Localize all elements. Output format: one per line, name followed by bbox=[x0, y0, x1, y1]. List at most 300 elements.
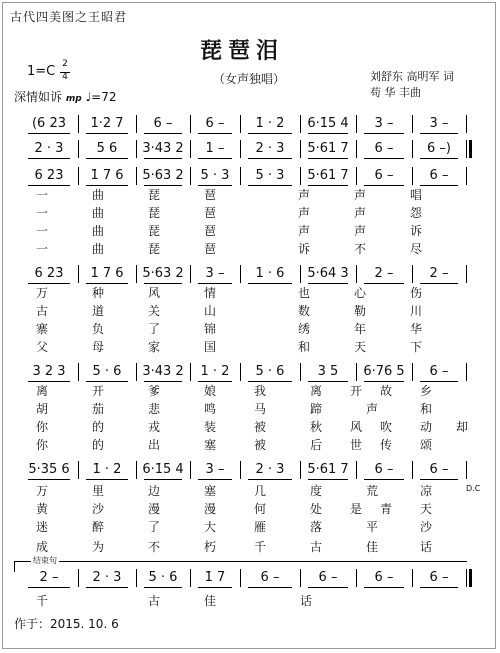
lyric-char: 度 bbox=[310, 484, 323, 498]
lyric-char: 话 bbox=[420, 540, 433, 554]
lyric-line bbox=[0, 206, 500, 220]
lyric-char: 琶 bbox=[204, 188, 217, 202]
lyric-char: 古 bbox=[310, 540, 323, 554]
dynamic-mark: mp bbox=[65, 94, 82, 104]
lyric-char: 迷 bbox=[36, 520, 49, 534]
lyric-char: 声 bbox=[366, 402, 379, 416]
lyric-char: 漫 bbox=[148, 502, 161, 516]
lyric-char: 天 bbox=[354, 340, 367, 354]
ending-label: 结束句 bbox=[33, 556, 57, 565]
measure-notes: 2 – bbox=[374, 266, 394, 281]
beam-line bbox=[198, 479, 232, 480]
barline bbox=[190, 265, 191, 283]
barline bbox=[356, 115, 357, 133]
lyric-char: 的 bbox=[92, 438, 105, 452]
lyric-char: 后 bbox=[310, 438, 323, 452]
barline bbox=[356, 167, 357, 185]
measure-notes: 3 – bbox=[374, 116, 394, 131]
measure-notes: 6 – bbox=[374, 141, 394, 156]
beam-line bbox=[364, 133, 404, 134]
lyric-char: 不 bbox=[148, 540, 161, 554]
beam-line bbox=[86, 283, 128, 284]
beam-line bbox=[86, 185, 128, 186]
barline bbox=[190, 363, 191, 381]
lyric-char: 佳 bbox=[366, 540, 379, 554]
lyric-char: 秋 bbox=[310, 420, 323, 434]
beam-line bbox=[364, 158, 404, 159]
lyric-char: 马 bbox=[254, 402, 267, 416]
lyric-char: 声 bbox=[354, 188, 367, 202]
barline bbox=[300, 363, 301, 381]
measure-notes: 6 2̇3̇ bbox=[34, 266, 64, 281]
barline bbox=[356, 461, 357, 479]
barline bbox=[190, 140, 191, 158]
barline bbox=[240, 115, 241, 133]
lyric-char: 边 bbox=[148, 484, 161, 498]
lyric-char: 琵 bbox=[148, 224, 161, 238]
lyric-char: 也 bbox=[298, 286, 311, 300]
lyric-char: 荒 bbox=[366, 484, 379, 498]
lyric-char: 吹 bbox=[380, 420, 393, 434]
lyric-char: 漫 bbox=[204, 502, 217, 516]
lyric-char: 里 bbox=[92, 484, 105, 498]
lyric-char: 落 bbox=[310, 520, 323, 534]
lyric-char: 古 bbox=[36, 304, 49, 318]
beam-line bbox=[28, 185, 70, 186]
measure-notes: 6 – bbox=[205, 116, 225, 131]
key-signature: 1=C bbox=[27, 64, 56, 79]
measure-notes: 5 · 3 bbox=[200, 168, 230, 183]
lyric-char: 和 bbox=[298, 340, 311, 354]
beam-line bbox=[420, 133, 458, 134]
barline bbox=[300, 265, 301, 283]
barline bbox=[466, 461, 467, 479]
measure-notes: 1̇ · 2̇ bbox=[92, 462, 122, 477]
barline bbox=[240, 461, 241, 479]
lyric-char: 一 bbox=[36, 242, 49, 256]
score-row bbox=[0, 116, 500, 132]
lyric-char: 被 bbox=[254, 438, 267, 452]
barline bbox=[412, 167, 413, 185]
barline bbox=[240, 265, 241, 283]
tempo-mark: ♩=72 bbox=[85, 90, 117, 104]
lyric-char: 负 bbox=[92, 322, 105, 336]
score-row bbox=[0, 266, 500, 282]
lyric-char: 琶 bbox=[204, 242, 217, 256]
beam-line bbox=[198, 158, 232, 159]
measure-notes: 5 · 6 bbox=[255, 364, 285, 379]
dc-mark: D.C bbox=[466, 484, 481, 493]
beam-line bbox=[144, 283, 182, 284]
lyric-line bbox=[0, 304, 500, 318]
score-row bbox=[0, 462, 500, 478]
beam-line bbox=[144, 133, 182, 134]
measure-notes: 1̇ · 2̇ bbox=[255, 116, 285, 131]
beam-line bbox=[144, 158, 182, 159]
beam-line bbox=[198, 185, 232, 186]
beam-line bbox=[420, 283, 458, 284]
barline bbox=[240, 167, 241, 185]
barline bbox=[136, 115, 137, 133]
measure-notes: 3 – bbox=[205, 462, 225, 477]
measure-notes: 5·63 2 bbox=[142, 266, 184, 281]
measure-notes: 1̇ 7 6 bbox=[90, 168, 124, 183]
lyric-char: 话 bbox=[300, 594, 313, 608]
measure-notes: 3 5 bbox=[317, 364, 339, 379]
measure-notes: (6 2̇3̇ bbox=[31, 116, 67, 131]
barline bbox=[78, 167, 79, 185]
beam-line bbox=[308, 283, 348, 284]
lyric-char: 父 bbox=[36, 340, 49, 354]
beam-line bbox=[420, 381, 458, 382]
lyric-char: 种 bbox=[92, 286, 105, 300]
lyric-char: 颂 bbox=[420, 438, 433, 452]
beam-line bbox=[248, 381, 292, 382]
lyric-char: 故 bbox=[380, 384, 393, 398]
lyric-char: 曲 bbox=[92, 188, 105, 202]
barline bbox=[136, 461, 137, 479]
lyric-line bbox=[0, 484, 500, 498]
lyric-char: 风 bbox=[350, 420, 363, 434]
beam-line bbox=[86, 479, 128, 480]
beam-line bbox=[248, 133, 292, 134]
measure-notes: 5·63 2 bbox=[142, 168, 184, 183]
lyric-char: 下 bbox=[410, 340, 423, 354]
barline bbox=[466, 363, 467, 381]
barline bbox=[78, 140, 79, 158]
lyric-char: 山 bbox=[204, 304, 217, 318]
lyric-char: 琵 bbox=[148, 188, 161, 202]
beam-line bbox=[248, 185, 292, 186]
lyric-char: 动 bbox=[420, 420, 433, 434]
beam-line bbox=[28, 283, 70, 284]
lyric-char: 声 bbox=[298, 188, 311, 202]
lyric-char: 天 bbox=[420, 502, 433, 516]
lyric-char: 娘 bbox=[204, 384, 217, 398]
measure-notes: 1 · 6 bbox=[255, 266, 285, 281]
beam-line bbox=[308, 479, 348, 480]
lyric-char: 处 bbox=[310, 502, 323, 516]
measure-notes: 6 – bbox=[374, 570, 394, 585]
lyric-char: 沙 bbox=[92, 502, 105, 516]
lyric-char: 声 bbox=[354, 206, 367, 220]
score-row bbox=[0, 168, 500, 184]
beam-line bbox=[308, 381, 348, 382]
lyric-char: 道 bbox=[92, 304, 105, 318]
lyric-line bbox=[0, 188, 500, 202]
measure-notes: 6 – bbox=[374, 462, 394, 477]
measure-notes: 5·35 6 bbox=[28, 462, 70, 477]
lyric-line bbox=[0, 242, 500, 256]
beam-line bbox=[28, 479, 70, 480]
lyric-char: 和 bbox=[420, 402, 433, 416]
measure-notes: 2 · 3 bbox=[92, 570, 122, 585]
lyric-line bbox=[0, 384, 500, 398]
measure-notes: 3·43 2 bbox=[142, 364, 184, 379]
beam-line bbox=[420, 185, 458, 186]
lyric-char: 国 bbox=[204, 340, 217, 354]
lyric-char: 琶 bbox=[204, 206, 217, 220]
barline bbox=[190, 167, 191, 185]
beam-line bbox=[308, 133, 348, 134]
lyric-char: 凉 bbox=[420, 484, 433, 498]
measure-notes: 6 – bbox=[429, 570, 449, 585]
measure-notes: 5·64 3 bbox=[307, 266, 349, 281]
measure-notes: 1̇ 7 6 bbox=[90, 266, 124, 281]
lyric-char: 尽 bbox=[410, 242, 423, 256]
beam-line bbox=[28, 158, 70, 159]
lyric-char: 何 bbox=[254, 502, 267, 516]
lyric-char: 平 bbox=[366, 520, 379, 534]
beam-line bbox=[364, 185, 404, 186]
barline bbox=[190, 461, 191, 479]
measure-notes: 6 2̇3̇ bbox=[34, 168, 64, 183]
barline bbox=[78, 115, 79, 133]
lyric-char: 寨 bbox=[36, 322, 49, 336]
lyric-char: 鸣 bbox=[204, 402, 217, 416]
lyric-char: 茄 bbox=[92, 402, 105, 416]
barline bbox=[78, 363, 79, 381]
lyric-char: 塞 bbox=[204, 484, 217, 498]
measure-notes: 2 · 3 bbox=[255, 462, 285, 477]
lyric-char: 勒 bbox=[354, 304, 367, 318]
lyric-char: 数 bbox=[298, 304, 311, 318]
measure-notes: 1 – bbox=[205, 141, 225, 156]
score-row bbox=[0, 364, 500, 380]
measure-notes: 6 – bbox=[429, 462, 449, 477]
measure-notes: 6 – bbox=[429, 364, 449, 379]
lyric-char: 装 bbox=[204, 420, 217, 434]
meter-bottom: 4 bbox=[60, 72, 70, 82]
lyric-char: 声 bbox=[354, 224, 367, 238]
lyric-char: 开 bbox=[92, 384, 105, 398]
final-barline bbox=[469, 569, 472, 587]
lyric-char: 雁 bbox=[254, 520, 267, 534]
barline bbox=[300, 461, 301, 479]
lyric-line bbox=[0, 402, 500, 416]
beam-line bbox=[144, 381, 182, 382]
composer-credit: 苟 华 丰曲 bbox=[370, 86, 421, 99]
measure-notes: 5 · 6 bbox=[148, 570, 178, 585]
lyricist-credit: 刘舒东 高明军 词 bbox=[370, 70, 454, 83]
lyric-char: 塞 bbox=[204, 438, 217, 452]
lyric-char: 出 bbox=[148, 438, 161, 452]
measure-notes: 1̇·2̇ 7 bbox=[90, 116, 124, 131]
barline bbox=[240, 140, 241, 158]
lyric-char: 千 bbox=[36, 594, 49, 608]
lyric-char: 诉 bbox=[298, 242, 311, 256]
barline bbox=[356, 265, 357, 283]
lyric-char: 佳 bbox=[204, 594, 217, 608]
lyric-char: 了 bbox=[148, 322, 161, 336]
lyric-char: 心 bbox=[354, 286, 367, 300]
beam-line bbox=[144, 479, 182, 480]
lyric-char: 曲 bbox=[92, 206, 105, 220]
beam-line bbox=[364, 283, 404, 284]
lyric-char: 胡 bbox=[36, 402, 49, 416]
lyric-char: 世 bbox=[350, 438, 363, 452]
lyric-char: 绣 bbox=[298, 322, 311, 336]
beam-line bbox=[86, 381, 128, 382]
barline bbox=[466, 167, 467, 185]
barline bbox=[412, 363, 413, 381]
lyric-char: 川 bbox=[410, 304, 423, 318]
lyric-line bbox=[0, 322, 500, 336]
measure-notes: 2 – bbox=[429, 266, 449, 281]
lyric-char: 琶 bbox=[204, 224, 217, 238]
beam-line bbox=[198, 381, 232, 382]
beam-line bbox=[248, 283, 292, 284]
lyric-char: 悲 bbox=[148, 402, 161, 416]
lyric-char: 传 bbox=[380, 438, 393, 452]
lyric-line bbox=[0, 340, 500, 354]
measure-notes: 3 2 3 bbox=[32, 364, 66, 379]
lyric-char: 几 bbox=[254, 484, 267, 498]
lyric-char: 我 bbox=[254, 384, 267, 398]
barline bbox=[300, 167, 301, 185]
lyric-char: 爹 bbox=[148, 384, 161, 398]
lyric-char: 声 bbox=[298, 224, 311, 238]
beam-line bbox=[86, 158, 128, 159]
lyric-line bbox=[0, 520, 500, 534]
barline bbox=[412, 115, 413, 133]
lyric-char: 情 bbox=[204, 286, 217, 300]
measure-notes: 5 6 bbox=[96, 141, 118, 156]
lyric-char: 曲 bbox=[92, 242, 105, 256]
lyric-char: 开 bbox=[350, 384, 363, 398]
song-title: 琵琶泪 bbox=[200, 38, 285, 64]
lyric-line bbox=[0, 502, 500, 516]
measure-notes: 2 – bbox=[39, 570, 59, 585]
lyric-char: 唱 bbox=[410, 188, 423, 202]
measure-notes: 6 – bbox=[429, 168, 449, 183]
beam-line bbox=[86, 587, 128, 588]
measure-notes: 6 – bbox=[153, 116, 173, 131]
measure-notes: 6 – bbox=[260, 570, 280, 585]
ending-bracket bbox=[14, 556, 467, 572]
barline bbox=[300, 140, 301, 158]
lyric-char: 一 bbox=[36, 188, 49, 202]
barline bbox=[466, 140, 467, 158]
barline bbox=[240, 363, 241, 381]
lyric-char: 年 bbox=[354, 322, 367, 336]
beam-line bbox=[28, 133, 70, 134]
lyric-char: 伤 bbox=[410, 286, 423, 300]
barline bbox=[78, 461, 79, 479]
barline bbox=[136, 167, 137, 185]
beam-line bbox=[28, 587, 70, 588]
measure-notes: 1 · 2 bbox=[200, 364, 230, 379]
lyric-char: 关 bbox=[148, 304, 161, 318]
lyric-char: 了 bbox=[148, 520, 161, 534]
lyric-char: 成 bbox=[36, 540, 49, 554]
measure-notes: 3 – bbox=[429, 116, 449, 131]
measure-notes: 2 · 3 bbox=[34, 141, 64, 156]
barline bbox=[300, 115, 301, 133]
lyric-char: 琵 bbox=[148, 206, 161, 220]
lyric-line bbox=[0, 594, 500, 608]
lyric-char: 家 bbox=[148, 340, 161, 354]
beam-line bbox=[248, 587, 292, 588]
lyric-char: 诉 bbox=[410, 224, 423, 238]
lyric-char: 却 bbox=[456, 420, 469, 434]
barline bbox=[136, 140, 137, 158]
beam-line bbox=[248, 158, 292, 159]
beam-line bbox=[420, 587, 458, 588]
barline bbox=[190, 115, 191, 133]
lyric-char: 千 bbox=[254, 540, 267, 554]
measure-notes: 6 – bbox=[374, 168, 394, 183]
lyric-char: 声 bbox=[298, 206, 311, 220]
barline bbox=[412, 265, 413, 283]
lyric-line bbox=[0, 438, 500, 452]
beam-line bbox=[364, 587, 404, 588]
lyric-char: 离 bbox=[36, 384, 49, 398]
lyric-char: 大 bbox=[204, 520, 217, 534]
composition-date: 作于：2015. 10. 6 bbox=[14, 617, 119, 631]
lyric-char: 青 bbox=[380, 502, 393, 516]
lyric-char: 一 bbox=[36, 224, 49, 238]
measure-notes: 6·76 5 bbox=[363, 364, 405, 379]
score-row bbox=[0, 141, 500, 157]
lyric-char: 乡 bbox=[420, 384, 433, 398]
lyric-char: 的 bbox=[92, 420, 105, 434]
score-row bbox=[0, 570, 500, 586]
lyric-char: 你 bbox=[36, 438, 49, 452]
song-subtitle: （女声独唱） bbox=[213, 72, 286, 86]
barline bbox=[356, 140, 357, 158]
lyric-char: 是 bbox=[350, 502, 363, 516]
beam-line bbox=[420, 158, 458, 159]
lyric-char: 母 bbox=[92, 340, 105, 354]
lyric-line bbox=[0, 420, 500, 434]
lyric-char: 离 bbox=[310, 384, 323, 398]
beam-line bbox=[308, 158, 348, 159]
barline bbox=[412, 140, 413, 158]
beam-line bbox=[144, 587, 182, 588]
lyric-char: 不 bbox=[354, 242, 367, 256]
barline bbox=[136, 363, 137, 381]
lyric-char: 风 bbox=[148, 286, 161, 300]
tempo-line bbox=[14, 88, 116, 105]
beam-line bbox=[198, 133, 232, 134]
barline bbox=[136, 265, 137, 283]
barline bbox=[412, 461, 413, 479]
lyric-char: 被 bbox=[254, 420, 267, 434]
measure-notes: 6·1̇5 4 bbox=[142, 462, 184, 477]
beam-line bbox=[198, 283, 232, 284]
lyric-char: 古 bbox=[148, 594, 161, 608]
lyric-char: 琵 bbox=[148, 242, 161, 256]
measure-notes: 5 · 6 bbox=[92, 364, 122, 379]
measure-notes: 3 – bbox=[205, 266, 225, 281]
beam-line bbox=[364, 381, 404, 382]
lyric-char: 曲 bbox=[92, 224, 105, 238]
measure-notes: 5·61 7 bbox=[307, 141, 349, 156]
measure-notes: 5·61 7 bbox=[307, 462, 349, 477]
lyric-char: 万 bbox=[36, 286, 49, 300]
lyric-line bbox=[0, 540, 500, 554]
lyric-char: 华 bbox=[410, 322, 423, 336]
meter-top: 2 bbox=[62, 59, 68, 69]
measure-notes: 6·1̇5 4 bbox=[307, 116, 349, 131]
lyric-line bbox=[0, 286, 500, 300]
lyric-char: 朽 bbox=[204, 540, 217, 554]
measure-notes: 1̇ 7 bbox=[204, 570, 226, 585]
series-title: 古代四美图之王昭君 bbox=[10, 10, 128, 24]
beam-line bbox=[364, 479, 404, 480]
lyric-char: 蹄 bbox=[310, 402, 323, 416]
